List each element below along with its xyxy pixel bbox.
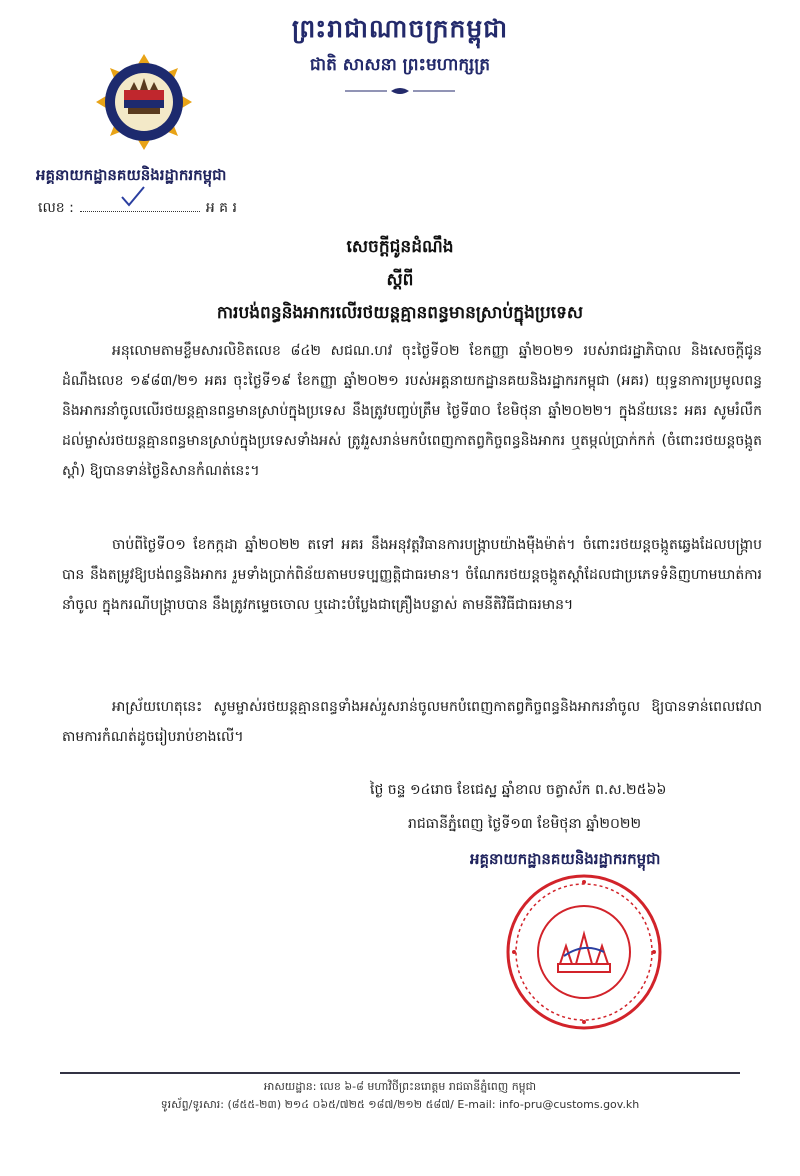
footer-divider: [60, 1072, 740, 1074]
notice-title-block: [0, 236, 800, 327]
ornament-divider-icon: [345, 86, 455, 96]
customs-emblem-icon: [96, 54, 192, 150]
footer-address: អាសយដ្ឋាន: លេខ ៦-៨ មហាវិថីព្រះនរោត្តម រាជធានីភ្នំពេញ កម្ពុជា: [263, 1080, 537, 1093]
body-paragraph-1: [62, 336, 762, 486]
notice-title: សេចក្ដីជូនដំណឹង: [346, 237, 454, 257]
signer-department: អគ្គនាយកដ្ឋានគយនិងរដ្ឋាករកម្ពុជា: [470, 850, 661, 868]
sender-department: អគ្គនាយកដ្ឋានគយនិងរដ្ឋាករកម្ពុជា: [36, 166, 227, 184]
kingdom-title: ព្រះរាជាណាចក្រកម្ពុជា: [291, 14, 509, 43]
footer-contact: ទូរស័ព្ទ/ទូរសារ: (៨៥៥-២៣) ២១៤ ០៦៥/៧២៥ ១៨៧/២១២ ៥៨៧/ E-mail: info-pru@customs.gov.kh: [160, 1098, 640, 1111]
body-paragraph-3: [62, 692, 762, 752]
lunar-date: ថ្ងៃ ចន្ទ ១៤រោច ខែជេស្ឋ ឆ្នាំខាល ចត្វាស័ក ព.ស.២៥៦៦: [370, 782, 667, 798]
paragraph-text: អាស្រ័យហេតុនេះ សូមម្ចាស់រថយន្តគ្មានពន្ធទាំងអស់រួសរាន់ចូលមកបំពេញកាតព្វកិច្ចពន្ធនិងអាករនាំចូល ឱ្យបានទាន់ពេលវេលាតាមការកំណត់ដូចរៀបរាប់ខាងលើ។: [62, 699, 762, 745]
national-motto: ជាតិ សាសនា ព្រះមហាក្សត្រ: [309, 55, 491, 75]
paragraph-text: ចាប់ពីថ្ងៃទី០១ ខែកក្កដា ឆ្នាំ២០២២ តទៅ អគរ នឹងអនុវត្តវិធានការបង្ក្រាបយ៉ាងម៉ឺងម៉ាត់។ ចំពោះរថយន្តចង្កូតឆ្វេងដែលបង្ក្រាបបាន នឹងតម្រូវឱ្យបង់ពន្ធនិងអាករ រួមទាំងប្រាក់ពិន័យតាមបទប្បញ្ញត្តិជាធរមាន។ ចំណែករថយន្តចង្កូតស្ដាំដែលជាប្រភេទទំនិញហាមឃាត់ការនាំចូល ក្នុងករណីបង្ក្រាបបាន នឹងត្រូវកម្ទេចចោល ឬដោះបំប្លែងជាគ្រឿងបន្លាស់ តាមនីតិវិធីជាធរមាន។: [62, 537, 762, 613]
solar-date: រាជធានីភ្នំពេញ ថ្ងៃទី១៣ ខែមិថុនា ឆ្នាំ២០២២: [408, 816, 642, 832]
reference-label: លេខ :: [38, 200, 74, 216]
body-paragraph-2: [62, 530, 762, 620]
notice-subject: ការបង់ពន្ធនិងអាករលើរថយន្តគ្មានពន្ធមានស្រាប់ក្នុងប្រទេស: [216, 303, 584, 323]
reference-line: [38, 198, 237, 219]
checkmark-icon: [120, 185, 146, 207]
notice-subject-label: ស្ដីពី: [386, 270, 414, 290]
official-seal-icon: [504, 872, 664, 1032]
reference-suffix: អ គ រ: [205, 200, 237, 216]
reference-number-field: [80, 199, 200, 212]
paragraph-text: អនុលោមតាមខ្លឹមសារលិខិតលេខ ៨៤២ សជណ.ហវ ចុះថ្ងៃទី០២ ខែកញ្ញា ឆ្នាំ២០២១ របស់រាជរដ្ឋាភិបាល និងសេចក្ដីជូនដំណឹងលេខ ១៩៨៣/២១ អគរ ចុះថ្ងៃទី១៩ ខែកញ្ញា ឆ្នាំ២០២១ របស់អគ្គនាយកដ្ឋានគយនិងរដ្ឋាករកម្ពុជា (អគរ) យុទ្ធនាការប្រមូលពន្ធនិងអាករនាំចូលលើរថយន្តគ្មានពន្ធមានស្រាប់ក្នុងប្រទេស នឹងត្រូវបញ្ចប់ត្រឹម ថ្ងៃទី៣០ ខែមិថុនា ឆ្នាំ២០២២។ ក្នុងន័យនេះ អគរ សូមរំលឹកដល់ម្ចាស់រថយន្តគ្មានពន្ធមានស្រាប់ក្នុងប្រទេសទាំងអស់ ត្រូវរួសរាន់មកបំពេញកាតព្វកិច្ចពន្ធនិងអាករ ឬតម្កល់ប្រាក់កក់ (ចំពោះរថយន្តចង្កូតស្ដាំ) ឱ្យបានទាន់ថ្ងៃនិសានកំណត់នេះ។: [62, 343, 762, 479]
